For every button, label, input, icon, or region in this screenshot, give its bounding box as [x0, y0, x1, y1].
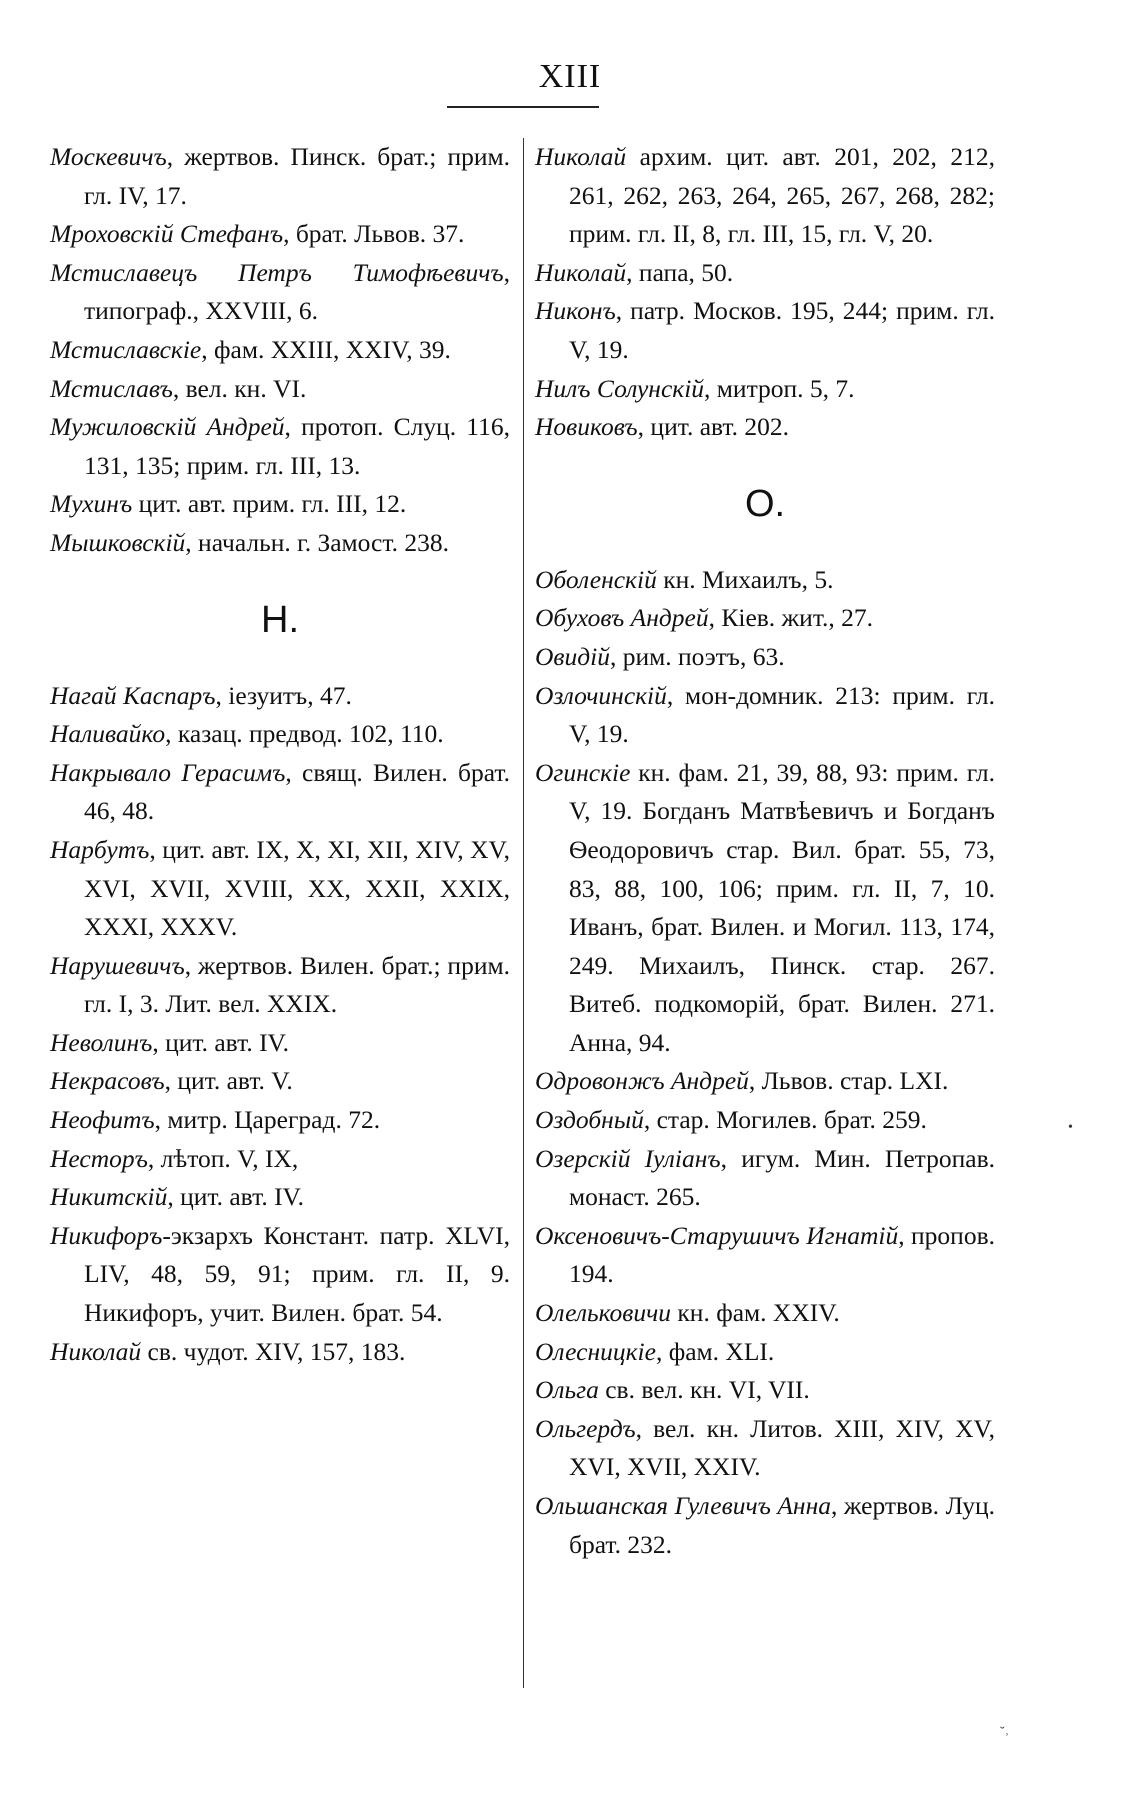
index-entry: [535, 561, 995, 600]
entry-name: Нагай Каспаръ: [50, 680, 216, 710]
entry-name: Мышковскій: [50, 527, 186, 557]
entry-references: , Львов. стар. LXI.: [748, 1066, 949, 1096]
entry-references: , пропов. 194.: [569, 1220, 995, 1289]
index-entry: [535, 1101, 995, 1140]
stray-mark: ˘˒: [1000, 1725, 1010, 1740]
entry-name: Ольшанская Гулевичъ Анна: [535, 1491, 831, 1520]
entry-name: Москевичъ: [50, 142, 167, 171]
entry-references: , митроп. 5, 7.: [704, 373, 855, 403]
entry-name: Обуховъ Андрей: [535, 603, 709, 633]
index-entry: [535, 1410, 995, 1487]
index-entry: [50, 215, 510, 254]
entry-references: , цит. авт. IX, X, XI, XII, XIV, XV, XVI, XVII, XVIII, XX, XXII, XXIX, XXXI, XXXV.: [84, 834, 510, 942]
entry-name: Олесницкіе: [535, 1336, 656, 1366]
entry-name: Никонъ: [535, 296, 616, 326]
index-entry: [50, 715, 510, 754]
entry-name: Мстиславъ: [50, 373, 173, 403]
index-entry: [535, 1371, 995, 1410]
entry-name: Наливайко: [50, 719, 166, 749]
entry-references: кн. фам. XXIV.: [671, 1298, 840, 1328]
entry-references: , типограф., XXVIII, 6.: [84, 257, 510, 326]
index-entry: [535, 1333, 995, 1372]
index-entry: [535, 292, 995, 369]
index-entry: [50, 831, 510, 947]
index-entry: [50, 1217, 510, 1333]
entry-name: Николай: [50, 1336, 142, 1366]
entry-name: Нарушевичъ: [50, 950, 185, 980]
entry-name: Никитскій: [50, 1182, 168, 1212]
entry-references: , iезуитъ, 47.: [215, 680, 352, 710]
entry-name: Олельковичи: [535, 1298, 672, 1328]
entry-name: Некрасовъ: [50, 1066, 165, 1096]
entry-references: , патр. Москов. 195, 244; прим. гл. V, 19.: [569, 296, 995, 364]
entry-references: , свящ. Вилен. брат. 46, 48.: [84, 757, 510, 826]
index-entry: [50, 754, 510, 831]
entry-name: Мухинъ: [50, 489, 133, 519]
index-entry: [535, 408, 995, 447]
header-rule: [447, 106, 599, 108]
entry-references: , Кіев. жит., 27.: [708, 603, 874, 633]
entry-name: Нарбутъ: [50, 834, 150, 864]
index-entry: [535, 754, 995, 1063]
index-entry: [535, 1062, 995, 1101]
entry-references: , начальн. г. Замост. 238.: [185, 527, 449, 557]
entry-name: Мстиславскіе: [50, 334, 202, 364]
entry-references: , митр. Цареград. 72.: [154, 1105, 381, 1135]
index-entry: [50, 485, 510, 524]
index-entry: [50, 1024, 510, 1063]
entry-name: Оболенскій: [535, 564, 657, 594]
entry-name: Ольга: [535, 1375, 599, 1405]
entry-name: Николай: [535, 142, 627, 171]
entry-name: Нилъ Солунскій: [535, 373, 705, 403]
index-entry: [535, 677, 995, 754]
entry-name: Озерскій Іуліанъ: [535, 1143, 721, 1173]
entry-references: , протоп. Слуц. 116, 131, 135; прим. гл. III, 13.: [84, 412, 510, 480]
entry-name: Оксеновичъ-Старушичъ Игнатій: [535, 1220, 899, 1250]
entry-references: , цит. авт. IV.: [167, 1182, 305, 1212]
index-entry: [50, 1101, 510, 1140]
stray-dot: •: [1068, 1120, 1073, 1135]
entry-name: Накрывало Герасимъ: [50, 757, 286, 787]
entry-name: Мроховскій Стефанъ: [50, 219, 284, 249]
index-entry: [50, 677, 510, 716]
column-divider: [523, 138, 524, 1688]
index-entry: [50, 370, 510, 409]
entry-references: св. вел. кн. VI, VII.: [598, 1375, 810, 1405]
index-entry: [50, 524, 510, 563]
entry-name: Николай: [535, 257, 627, 287]
entry-references: , игум. Мин. Петропав. монаст. 265.: [569, 1143, 995, 1212]
index-entry: [50, 1178, 510, 1217]
entry-name: Неофитъ: [50, 1105, 155, 1135]
entry-name: Новиковъ: [535, 412, 638, 442]
entry-references: , жертвов. Луц. брат. 232.: [569, 1491, 995, 1559]
entry-references: , жертвов. Вилен. брат.; прим. гл. I, 3. Лит. вел. XXIX.: [84, 950, 510, 1019]
index-entry: [535, 1217, 995, 1294]
entry-references: , фам. XXIII, XXIV, 39.: [201, 334, 451, 364]
entry-references: , стар. Могилев. брат. 259.: [643, 1105, 927, 1135]
entry-references: , казац. предвод. 102, 110.: [165, 719, 444, 749]
entry-name: Озлочинскій: [535, 680, 667, 710]
entry-references: , мон-домник. 213: прим. гл. V, 19.: [569, 680, 995, 749]
entry-references: цит. авт. прим. гл. III, 12.: [132, 489, 407, 519]
right-column: [535, 138, 995, 1564]
section-letter: О.: [744, 482, 786, 525]
index-entry: [50, 138, 510, 215]
entry-name: Мужиловскій Андрей: [50, 412, 285, 442]
left-column: [50, 138, 510, 1371]
entry-references: , цит. авт. V.: [164, 1066, 293, 1096]
index-entry: [535, 599, 995, 638]
entry-references: , лѣтоп. V, IX,: [147, 1143, 299, 1173]
index-entry: [50, 408, 510, 485]
entry-name: Ольгердъ: [535, 1413, 636, 1443]
entry-references: , цит. авт. IV.: [152, 1027, 290, 1057]
index-entry: [50, 1333, 510, 1372]
entry-name: Несторъ: [50, 1143, 148, 1173]
entry-references: -экзархъ Констант. патр. XLVI, LIV, 48, 59, 91; прим. гл. II, 9. Никифоръ, учит. Вилен. брат. 54.: [84, 1220, 510, 1328]
entry-name: Мстиславецъ Петръ Тимофѣевичъ: [50, 257, 504, 287]
index-entry: [50, 1062, 510, 1101]
entry-references: , вел. кн. VI.: [172, 373, 307, 403]
index-entry: [50, 331, 510, 370]
index-entry: [535, 1487, 995, 1564]
entry-references: , вел. кн. Литов. XIII, XIV, XV, XVI, XVII, XXIV.: [569, 1413, 995, 1482]
entry-references: , цит. авт. 202.: [637, 412, 790, 442]
index-entry: [535, 138, 995, 254]
section-letter: Н.: [261, 598, 299, 641]
entry-references: , брат. Львов. 37.: [283, 219, 465, 249]
index-entry: [535, 254, 995, 293]
entry-name: Неволинъ: [50, 1027, 153, 1057]
entry-references: кн. Михаилъ, 5.: [656, 564, 834, 594]
index-entry: [535, 370, 995, 409]
entry-references: св. чудот. XIV, 157, 183.: [141, 1336, 406, 1366]
entry-name: Огинскіе: [535, 757, 631, 787]
index-entry: [535, 1140, 995, 1217]
index-entry: [535, 1294, 995, 1333]
entry-name: Овидій: [535, 641, 610, 671]
entry-references: , папа, 50.: [626, 257, 734, 287]
entry-name: Одровонжъ Андрей: [535, 1066, 749, 1096]
entry-references: , жертвов. Пинск. брат.; прим. гл. IV, 17.: [84, 142, 510, 210]
entry-references: архим. цит. авт. 201, 202, 212, 261, 262, 263, 264, 265, 267, 268, 282; прим. гл. II, 8, гл. III, 15, гл. V, 20.: [569, 142, 995, 249]
index-entry: [50, 254, 510, 331]
entry-name: Оздобный: [535, 1105, 644, 1135]
index-entry: [535, 638, 995, 677]
index-entry: [50, 1140, 510, 1179]
index-entry: [50, 947, 510, 1024]
entry-references: , фам. XLI.: [655, 1336, 775, 1366]
entry-references: , рим. поэтъ, 63.: [609, 641, 785, 671]
page-number: XIII: [538, 58, 602, 95]
entry-name: Никифоръ: [50, 1220, 163, 1250]
entry-references: кн. фам. 21, 39, 88, 93: прим. гл. V, 19. Богданъ Матвѣевичъ и Богданъ Ѳеодоровичъ стар. Вил. брат. 55, 73, 83, 88, 100, 106; прим. гл. II, 7, 10. Иванъ, брат. Вилен. и Могил. 113, 174, 249. Михаилъ, Пинск. стар. 267. Витеб. подкоморій, брат. Вилен. 271. Анна, 94.: [569, 757, 995, 1057]
